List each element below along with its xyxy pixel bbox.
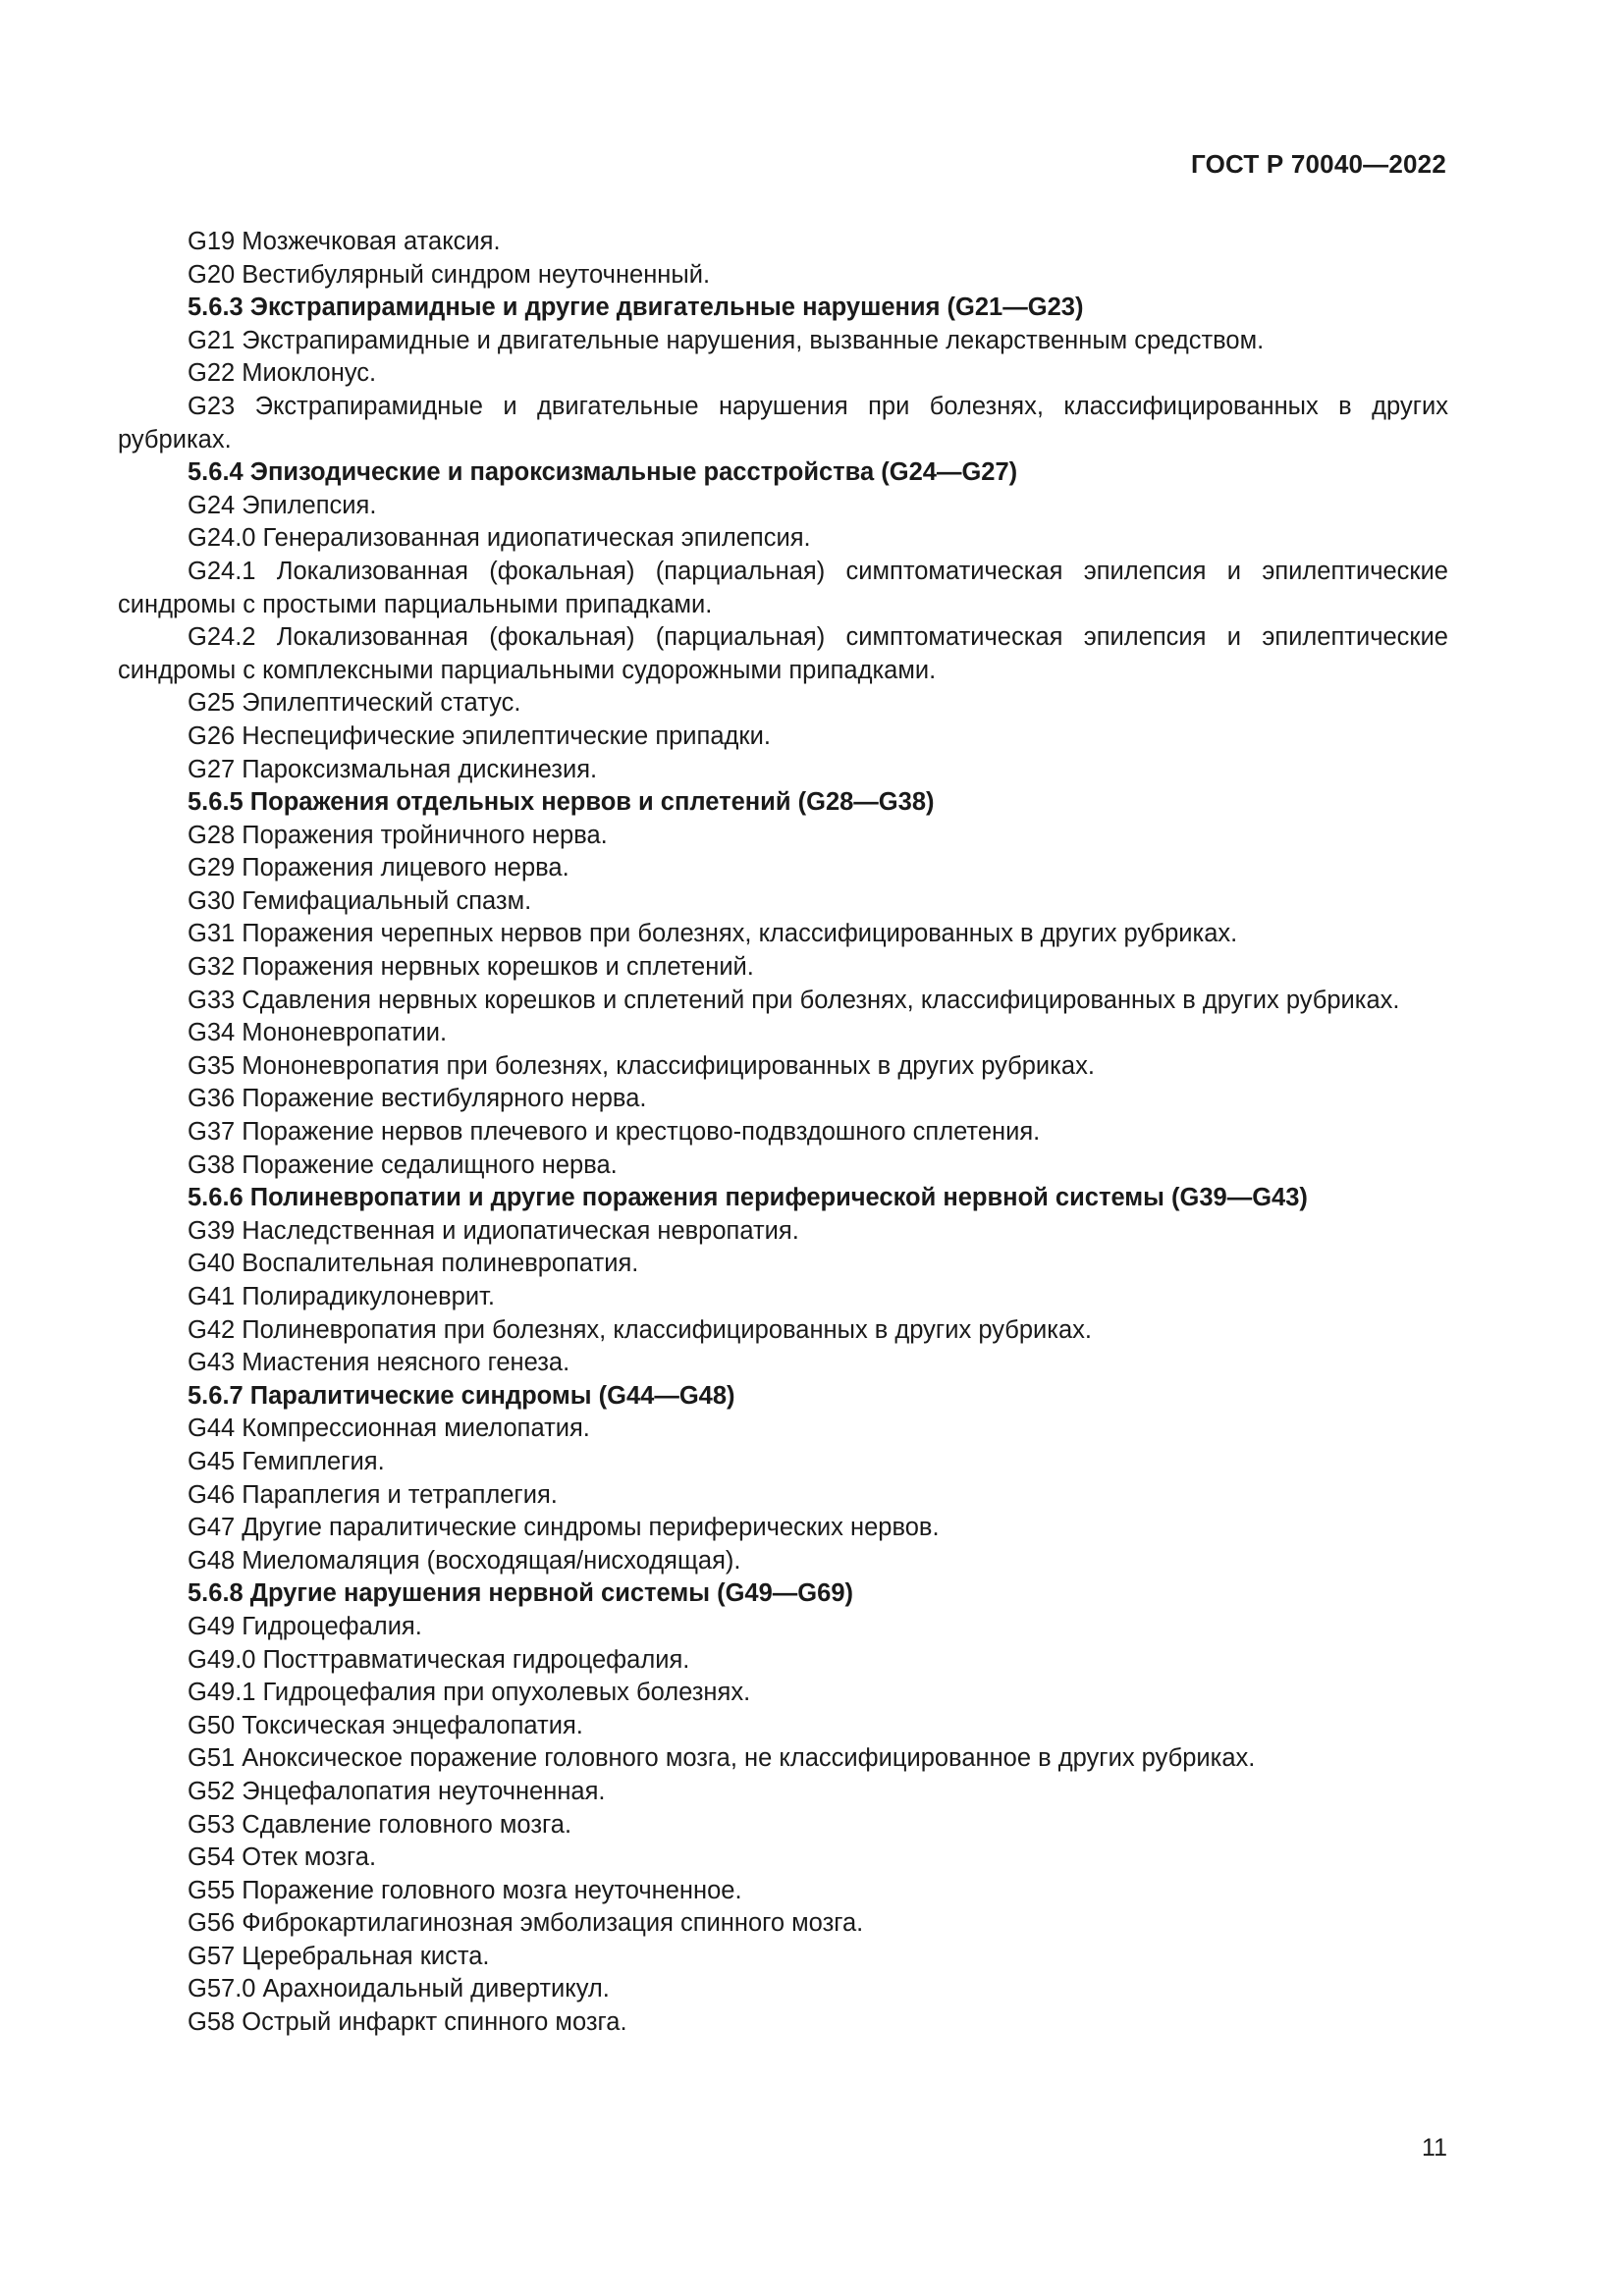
code-entry: G54 Отек мозга.: [188, 1843, 377, 1872]
code-entry: G37 Поражение нервов плечевого и крестцово-подвздошного сплетения.: [188, 1118, 1041, 1147]
code-entry: G33 Сдавления нервных корешков и сплетений при болезнях, классифицированных в других рубриках.: [188, 986, 1400, 1014]
code-entry: G26 Неспецифические эпилептические припадки.: [188, 721, 771, 750]
code-entry: G24.1 Локализованная (фокальная) (парциальная) симптоматическая эпилепсия и эпилептические синдромы с простыми парциальными припадками.: [118, 557, 1448, 618]
code-entry: G38 Поражение седалищного нерва.: [188, 1150, 618, 1179]
section-heading: 5.6.5 Поражения отдельных нервов и сплетений (G28—G38): [188, 788, 935, 817]
code-entry: G40 Воспалительная полиневропатия.: [188, 1250, 639, 1278]
code-entry: G58 Острый инфаркт спинного мозга.: [188, 2008, 627, 2037]
code-entry: G49.1 Гидроцефалия при опухолевых болезнях.: [188, 1679, 751, 1707]
code-entry: G28 Поражения тройничного нерва.: [188, 821, 608, 849]
code-entry: G43 Миастения неясного генеза.: [188, 1349, 570, 1377]
code-entry: G30 Гемифациальный спазм.: [188, 886, 532, 915]
section-heading: 5.6.6 Полиневропатии и другие поражения периферической нервной системы (G39—G43): [188, 1184, 1308, 1212]
code-entry: G44 Компрессионная миелопатия.: [188, 1415, 590, 1443]
section-heading: 5.6.3 Экстрапирамидные и другие двигательные нарушения (G21—G23): [188, 294, 1084, 322]
code-entry: G49 Гидроцефалия.: [188, 1612, 422, 1640]
code-entry: G46 Параплегия и тетраплегия.: [188, 1480, 558, 1509]
code-entry: G21 Экстрапирамидные и двигательные нарушения, вызванные лекарственным средством.: [188, 326, 1265, 354]
standard-header: ГОСТ Р 70040—2022: [1191, 149, 1446, 179]
code-entry: G32 Поражения нервных корешков и сплетений.: [188, 953, 754, 982]
code-entry: G35 Мононевропатия при болезнях, классифицированных в других рубриках.: [188, 1051, 1095, 1080]
code-entry: G51 Аноксическое поражение головного мозга, не классифицированное в других рубриках.: [188, 1744, 1256, 1773]
code-entry: G24.2 Локализованная (фокальная) (парциальная) симптоматическая эпилепсия и эпилептические синдромы с комплексными парциальными судорожными припадками.: [118, 623, 1448, 684]
code-entry: G55 Поражение головного мозга неуточненное.: [188, 1876, 742, 1904]
code-entry: G20 Вестибулярный синдром неуточненный.: [188, 260, 711, 289]
document-body: [118, 226, 1448, 2040]
code-entry: G24 Эпилепсия.: [188, 491, 377, 519]
code-entry: G22 Миоклонус.: [188, 359, 377, 388]
code-entry: G57.0 Арахноидальный дивертикул.: [188, 1975, 610, 2003]
section-heading: 5.6.8 Другие нарушения нервной системы (G49—G69): [188, 1579, 853, 1608]
code-entry: G56 Фиброкартилагинозная эмболизация спинного мозга.: [188, 1909, 864, 1938]
code-entry: G50 Токсическая энцефалопатия.: [188, 1711, 583, 1739]
code-entry: G36 Поражение вестибулярного нерва.: [188, 1085, 647, 1113]
code-entry: G23 Экстрапирамидные и двигательные нарушения при болезнях, классифицированных в других рубриках.: [118, 392, 1448, 454]
code-entry: G19 Мозжечковая атаксия.: [188, 228, 501, 255]
code-entry: G48 Миеломаляция (восходящая/нисходящая).: [188, 1546, 741, 1575]
page-number: 11: [1422, 2134, 1447, 2162]
code-entry: G29 Поражения лицевого нерва.: [188, 854, 569, 882]
code-entry: G25 Эпилептический статус.: [188, 689, 521, 718]
code-entry: G57 Церебральная киста.: [188, 1942, 490, 1970]
section-heading: 5.6.4 Эпизодические и пароксизмальные расстройства (G24—G27): [188, 458, 1018, 487]
section-heading: 5.6.7 Паралитические синдромы (G44—G48): [188, 1381, 735, 1410]
code-entry: G34 Мононевропатии.: [188, 1019, 448, 1047]
code-entry: G47 Другие паралитические синдромы периферических нервов.: [188, 1514, 940, 1542]
code-entry: G45 Гемиплегия.: [188, 1447, 385, 1475]
code-entry: G41 Полирадикулоневрит.: [188, 1283, 495, 1310]
code-entry: G39 Наследственная и идиопатическая невропатия.: [188, 1216, 799, 1245]
code-entry: G49.0 Посттравматическая гидроцефалия.: [188, 1645, 690, 1674]
code-entry: G27 Пароксизмальная дискинезия.: [188, 755, 598, 783]
code-entry: G53 Сдавление головного мозга.: [188, 1810, 572, 1839]
code-entry: G24.0 Генерализованная идиопатическая эпилепсия.: [188, 524, 811, 553]
code-entry: G31 Поражения черепных нервов при болезнях, классифицированных в других рубриках.: [188, 920, 1238, 948]
code-entry: G42 Полиневропатия при болезнях, классифицированных в других рубриках.: [188, 1315, 1093, 1344]
code-entry: G52 Энцефалопатия неуточненная.: [188, 1777, 606, 1805]
